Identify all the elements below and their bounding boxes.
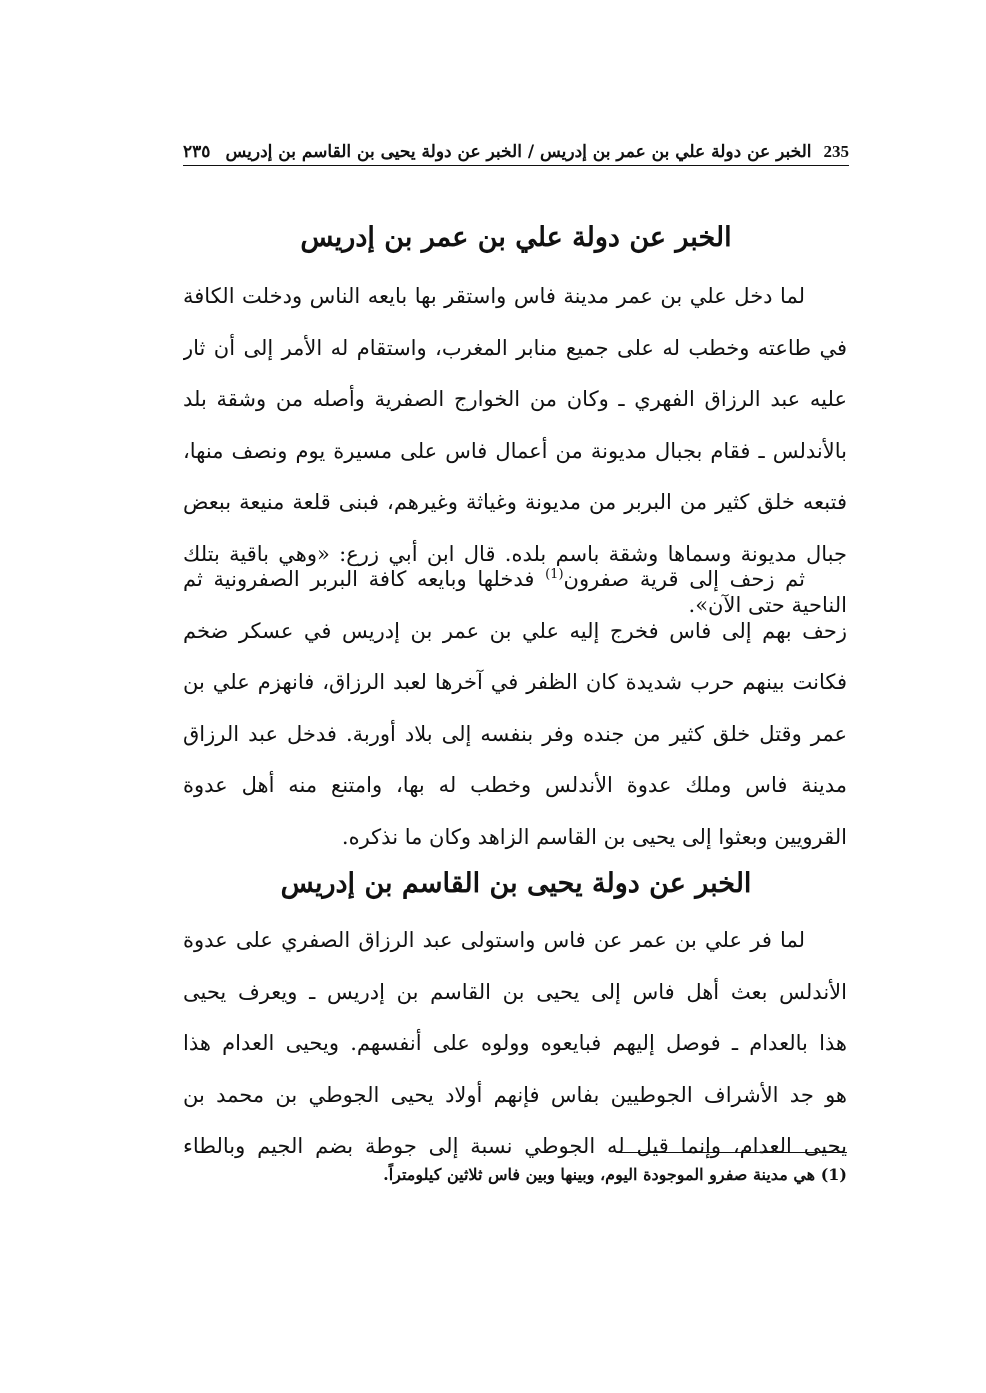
text-segment: فدخلها وبايعه كافة البربر الصفرونية ثم — [183, 567, 546, 591]
header-rule — [183, 165, 849, 166]
footnote-text: هي مدينة صفرو الموجودة اليوم، وبينها وبين فاس ثلاثين كيلومتراً. — [383, 1165, 816, 1184]
text-line: لما دخل علي بن عمر مدينة فاس واستقر بها بايعه الناس ودخلت الكافة — [183, 284, 805, 308]
text-line: هذا بالعدام ـ فوصل إليهم فبايعوه وولوه على أنفسهم. ويحيى العدام هذا — [183, 1031, 847, 1055]
section-title-ali-ibn-umar: الخبر عن دولة علي بن عمر بن إدريس — [300, 222, 732, 253]
text-line: فكانت بينهم حرب شديدة كان الظفر في آخرها لعبد الرزاق، فانهزم علي بن — [183, 670, 847, 694]
text-line: القرويين وبعثوا إلى يحيى بن القاسم الزاهد وكان ما نذكره. — [341, 824, 847, 849]
header-page-number-arabic: ٢٣٥ — [183, 142, 211, 162]
text-line: الناحية حتى الآن». — [688, 593, 847, 617]
text-line: هو جد الأشراف الجوطيين بفاس فإنهم أولاد يحيى الجوطي بن محمد بن — [183, 1082, 847, 1107]
text-line: جبال مديونة وسماها وشقة باسم بلده. قال ابن أبي زرع: «وهي باقية بتلك — [183, 541, 847, 566]
text-line: الأندلس بعث أهل فاس إلى يحيى بن القاسم بن إدريس ـ ويعرف يحيى — [183, 979, 847, 1004]
section2-paragraph-1 — [183, 915, 847, 1173]
footnote-rule — [620, 1152, 847, 1153]
text-line: زحف بهم إلى فاس فخرج إليه علي بن عمر بن إدريس في عسكر ضخم — [183, 618, 847, 643]
section-title-yahya-ibn-al-qasim: الخبر عن دولة يحيى بن القاسم بن إدريس — [280, 868, 752, 899]
header-title: الخبر عن دولة علي بن عمر بن إدريس / الخبر عن دولة يحيى بن القاسم بن إدريس — [225, 142, 812, 162]
running-header — [183, 132, 849, 162]
text-line: في طاعته وخطب له على جميع منابر المغرب، واستقام له الأمر إلى أن ثار — [183, 335, 847, 360]
text-line: مدينة فاس وملك عدوة الأندلس وخطب له بها، وامتنع منه أهل عدوة — [183, 773, 847, 797]
text-line: عمر وقتل خلق كثير من جنده وفر بنفسه إلى بلاد أوربة. فدخل عبد الرزاق — [183, 721, 847, 746]
text-line — [183, 554, 847, 606]
section1-paragraph-2 — [183, 554, 847, 863]
text-line: بالأندلس ـ فقام بجبال مديونة من أعمال فاس على مسيرة يوم ونصف منها، — [183, 438, 847, 463]
footnote-number: (1) — [820, 1165, 847, 1184]
text-line: يحيى العدام، وإنما قيل له الجوطي نسبة إلى جوطة بضم الجيم وبالطاء — [183, 1134, 847, 1158]
footnote-marker: (1) — [545, 567, 564, 582]
text-line: عليه عبد الرزاق الفهري ـ وكان من الخوارج الصفرية وأصله من وشقة بلد — [183, 387, 847, 411]
footnote — [183, 1165, 847, 1184]
header-page-number: 235 — [823, 142, 849, 161]
text-line: لما فر علي بن عمر عن فاس واستولى عبد الرزاق الصفري على عدوة — [183, 928, 805, 952]
text-segment: ثم زحف إلى قرية صفرون — [563, 567, 805, 591]
text-line: فتبعه خلق كثير من البربر من مديونة وغياثة وغيرهم، فبنى قلعة منيعة ببعض — [183, 490, 847, 514]
